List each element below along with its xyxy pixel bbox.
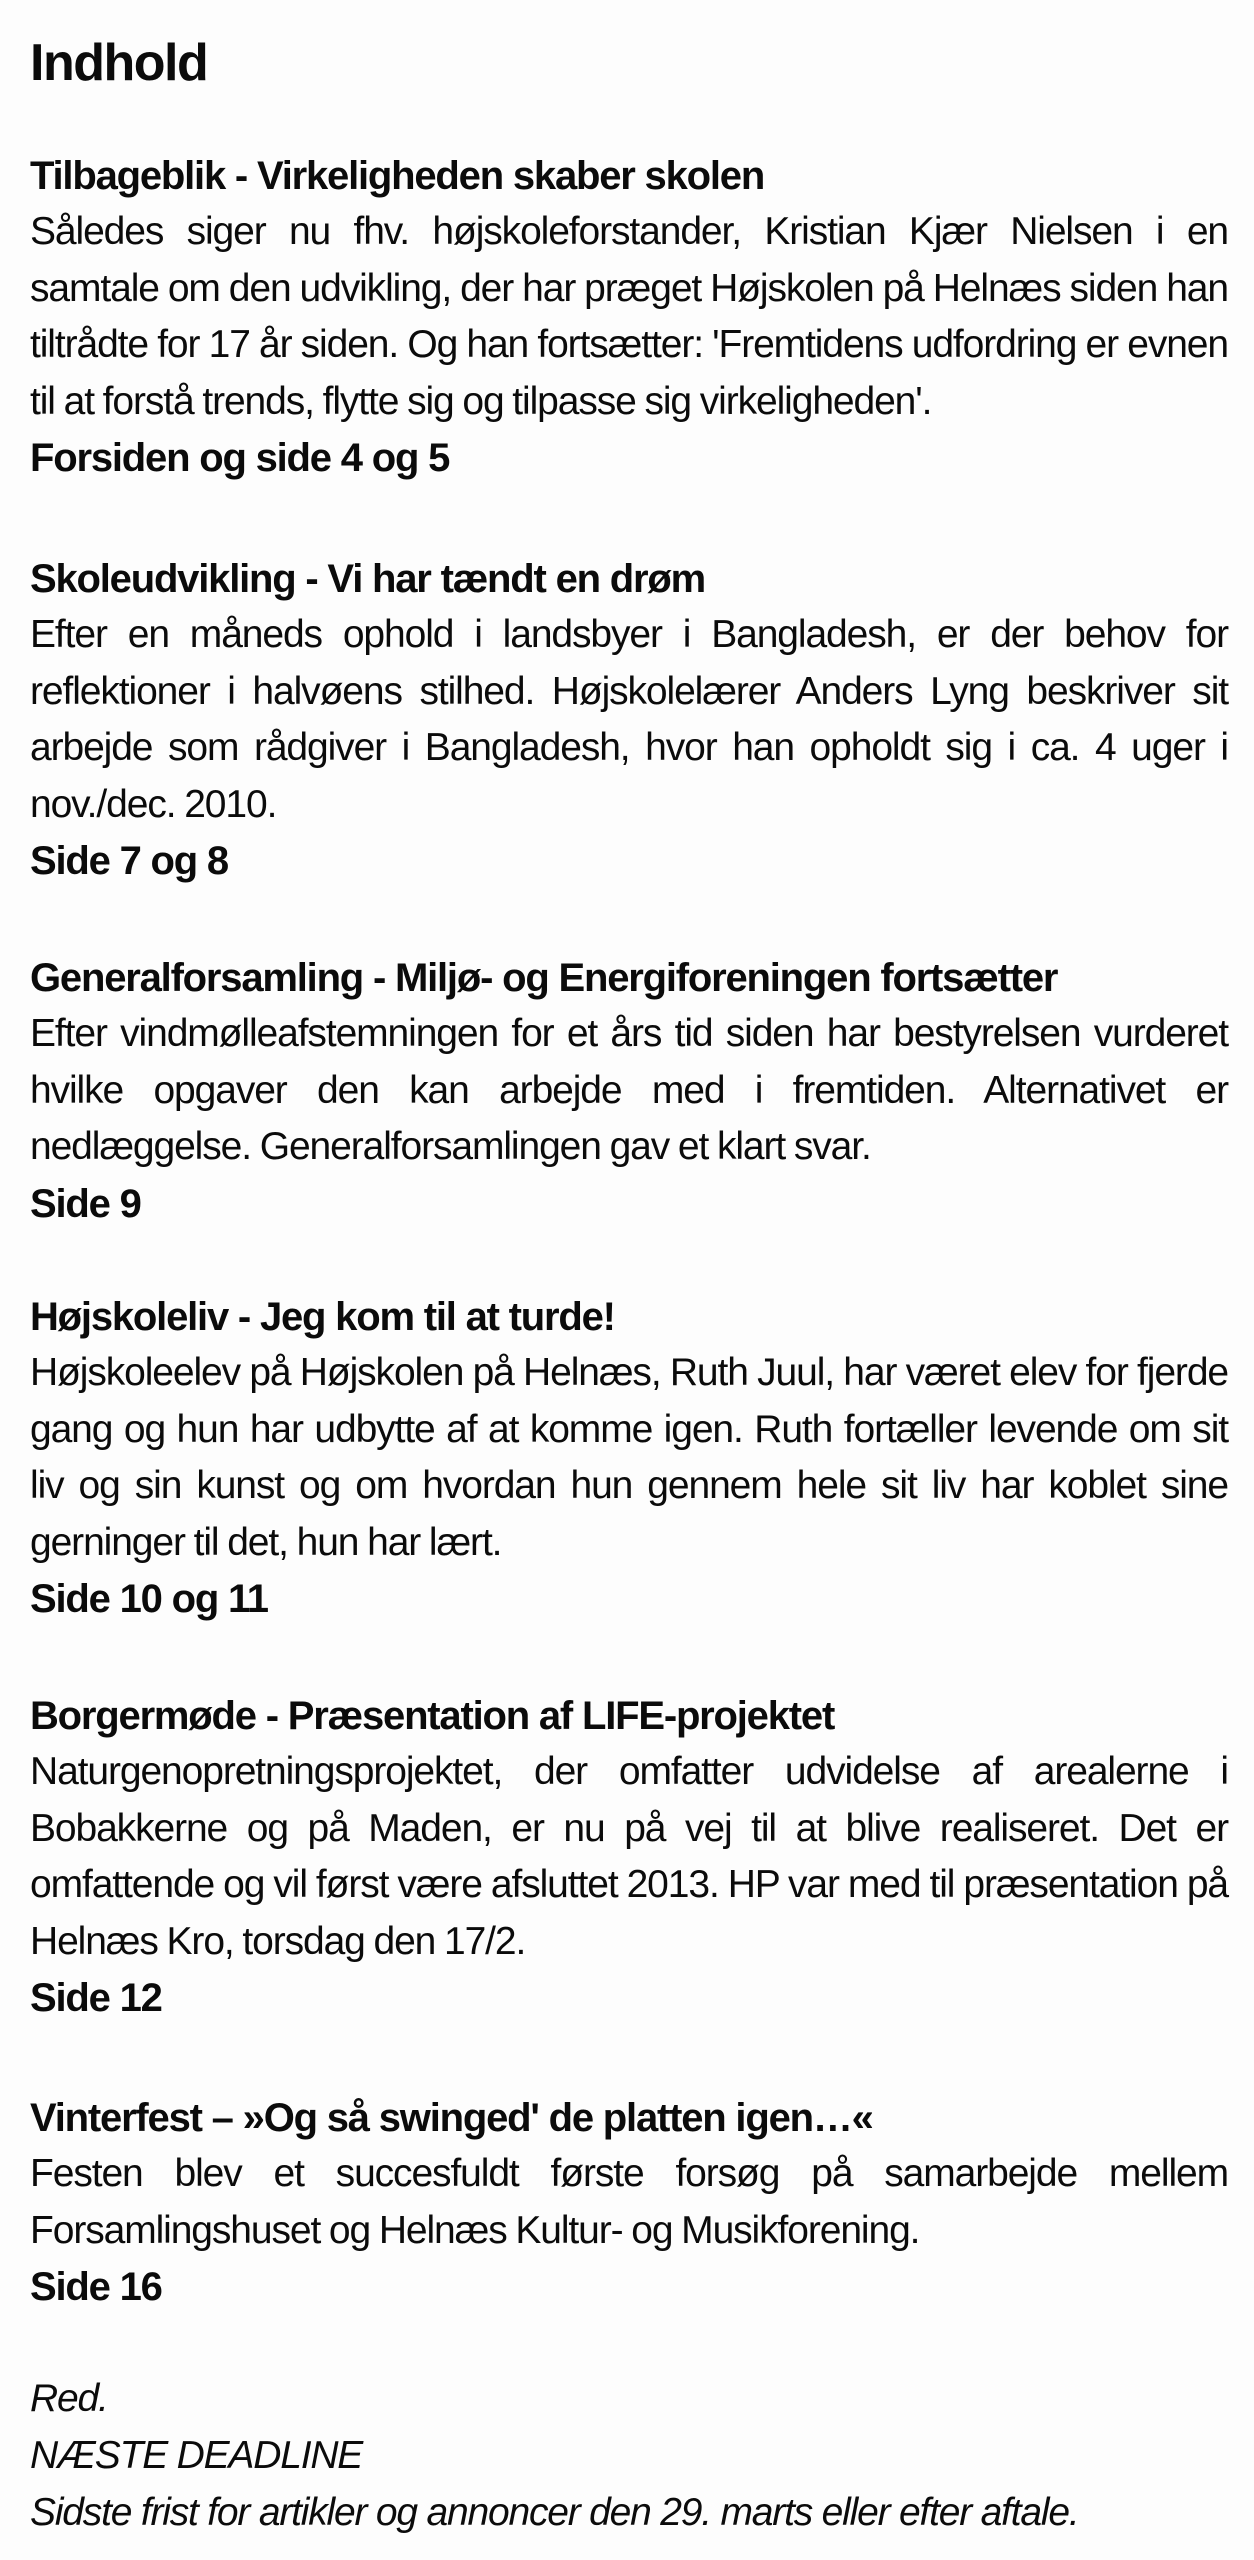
editorial-footer xyxy=(30,2370,1228,2541)
entry-heading: Borgermøde - Præsentation af LIFE-projektet xyxy=(30,1694,835,1738)
toc-entry xyxy=(30,1289,1228,1627)
entry-description: Efter en måneds ophold i landsbyer i Bangladesh, er der behov for reflektioner i halvøens stilhed. Højskolelærer Anders Lyng beskriver sit arbejde som rådgiver i Bangladesh, hvor han opholdt sig i ca. 4 uger i nov./dec. 2010. xyxy=(30,613,1228,826)
entry-page-reference: Forsiden og side 4 og 5 xyxy=(30,436,450,480)
deadline-text: Sidste frist for artikler og annoncer den 29. marts eller efter aftale. xyxy=(30,2491,1079,2534)
entry-description: Festen blev et succesfuldt første forsøg på samarbejde mellem Forsamlingshuset og Helnæs Kultur- og Musikforening. xyxy=(30,2152,1228,2252)
entry-page-reference: Side 9 xyxy=(30,1181,141,1226)
toc-entry xyxy=(30,2090,1228,2315)
entry-heading: Generalforsamling - Miljø- og Energiforeningen fortsætter xyxy=(30,956,1058,1000)
editor-signature: Red. xyxy=(30,2377,108,2420)
deadline-heading: NÆSTE DEADLINE xyxy=(30,2434,363,2477)
entry-heading: Tilbageblik - Virkeligheden skaber skolen xyxy=(30,154,765,198)
entry-page-reference: Side 10 og 11 xyxy=(30,1577,268,1621)
entry-description: Naturgenopretningsprojektet, der omfatter udvidelse af arealerne i Bobakkerne og på Maden, er nu på vej til at blive realiseret. Det er omfattende og vil først være afsluttet 2013. HP var med til præsentation på Helnæs Kro, torsdag den 17/2. xyxy=(30,1750,1228,1963)
entry-description: Højskoleelev på Højskolen på Helnæs, Ruth Juul, har været elev for fjerde gang og hun har udbytte af at komme igen. Ruth fortæller levende om sit liv og sin kunst og om hvordan hun gennem hele sit liv har koblet sine gerninger til det, hun har lært. xyxy=(30,1351,1228,1564)
page-title: Indhold xyxy=(30,34,208,92)
toc-entry xyxy=(30,1688,1228,2026)
toc-entry xyxy=(30,148,1228,486)
entry-heading: Vinterfest – »Og så swinged' de platten igen…« xyxy=(30,2096,873,2140)
entry-page-reference: Side 16 xyxy=(30,2265,162,2309)
table-of-contents-page xyxy=(30,0,1230,2560)
toc-entry xyxy=(30,551,1228,889)
entry-description: Således siger nu fhv. højskoleforstander, Kristian Kjær Nielsen i en samtale om den udvikling, der har præget Højskolen på Helnæs siden han tiltrådte for 17 år siden. Og han fortsætter: 'Fremtidens udfordring er evnen til at forstå trends, flytte sig og tilpasse sig virkeligheden'. xyxy=(30,210,1228,423)
entry-heading: Skoleudvikling - Vi har tændt en drøm xyxy=(30,557,705,601)
entry-description: Efter vindmølleafstemningen for et års tid siden har bestyrelsen vurderet hvilke opgaver den kan arbejde med i fremtiden. Alternativet er nedlæggelse. Generalforsamlingen gav et klart svar. xyxy=(30,1012,1228,1168)
entry-page-reference: Side 12 xyxy=(30,1976,162,2020)
entry-page-reference: Side 7 og 8 xyxy=(30,839,228,883)
toc-entry xyxy=(30,950,1228,1232)
entry-heading: Højskoleliv - Jeg kom til at turde! xyxy=(30,1295,615,1339)
